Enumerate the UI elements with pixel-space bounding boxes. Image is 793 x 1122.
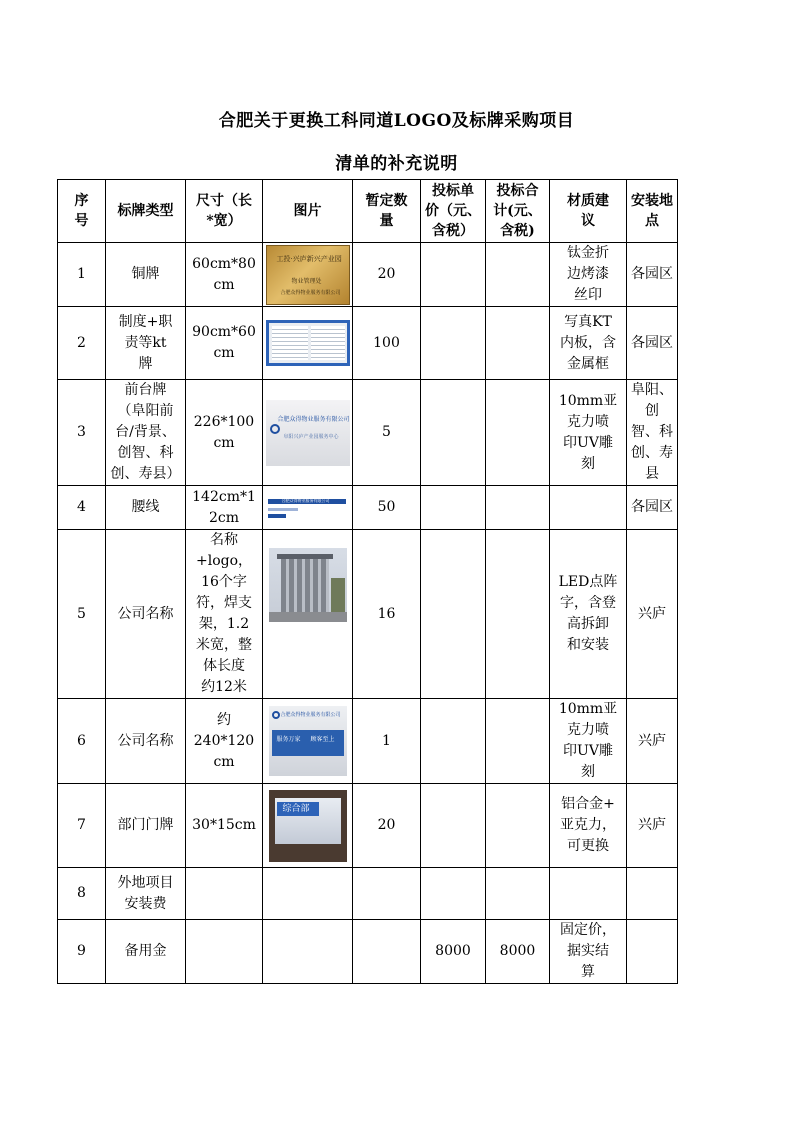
cell-location: 各园区 [627, 486, 678, 530]
header-total: 投标合 计(元、 含税) [486, 180, 550, 243]
cell-total [486, 307, 550, 380]
cell-material: 10mm亚 克力喷 印UV雕 刻 [550, 380, 627, 486]
header-no: 序 号 [58, 180, 106, 243]
header-location: 安装地 点 [627, 180, 678, 243]
cell-size [186, 920, 263, 984]
header-unit-price: 投标单 价（元、 含税） [421, 180, 486, 243]
cell-location [627, 920, 678, 984]
header-type: 标牌类型 [106, 180, 186, 243]
cell-type: 备用金 [106, 920, 186, 984]
cell-material: LED点阵 字，含登 高拆卸 和安装 [550, 530, 627, 699]
cell-unit-price [421, 699, 486, 784]
photo-text: 合肥众得物业服务有限公司 [280, 712, 341, 718]
logo-q-icon [272, 711, 280, 719]
cell-image [263, 699, 353, 784]
cell-total [486, 486, 550, 530]
cell-material: 钛金折 边烤漆 丝印 [550, 243, 627, 307]
cell-qty: 100 [353, 307, 421, 380]
header-image: 图片 [263, 180, 353, 243]
logo-q-icon [270, 424, 280, 434]
cell-type: 铜牌 [106, 243, 186, 307]
cell-size: 约 240*120 cm [186, 699, 263, 784]
cell-total [486, 243, 550, 307]
cell-no: 8 [58, 868, 106, 920]
cell-qty: 5 [353, 380, 421, 486]
cell-unit-price [421, 868, 486, 920]
building-photo [269, 548, 347, 622]
cell-material: 写真KT 内板，含 金属框 [550, 307, 627, 380]
cell-location: 兴庐 [627, 530, 678, 699]
cell-unit-price [421, 380, 486, 486]
cell-unit-price [421, 307, 486, 380]
cell-type: 前台牌 （阜阳前 台/背景、 创智、科 创、寿县） [106, 380, 186, 486]
cell-image [263, 868, 353, 920]
table-row [58, 530, 678, 699]
photo-text: 顾客至上 [310, 736, 335, 743]
cell-total [486, 868, 550, 920]
kt-board-photo [266, 320, 350, 366]
cell-unit-price: 8000 [421, 920, 486, 984]
table-row [58, 920, 678, 984]
cell-total: 8000 [486, 920, 550, 984]
photo-text: 合肥众得物业服务有限公司 [280, 289, 341, 296]
cell-type: 部门门牌 [106, 784, 186, 868]
cell-image [263, 486, 353, 530]
door-plate-photo [269, 790, 347, 862]
table-row [58, 243, 678, 307]
cell-size: 30*15cm [186, 784, 263, 868]
cell-qty: 1 [353, 699, 421, 784]
cell-size [186, 868, 263, 920]
cell-image [263, 920, 353, 984]
cell-total [486, 784, 550, 868]
cell-location: 各园区 [627, 307, 678, 380]
photo-text: 服务万家 [276, 736, 301, 743]
cell-material: 铝合金+ 亚克力， 可更换 [550, 784, 627, 868]
waistline-photo [266, 494, 350, 522]
photo-text: 综合部 [282, 803, 310, 814]
cell-total [486, 530, 550, 699]
cell-type: 外地项目 安装费 [106, 868, 186, 920]
copper-plaque-photo [266, 245, 350, 305]
cell-size: 名称 +logo， 16个字 符，焊支 架，1.2 米宽，整 体长度 约12米 [186, 530, 263, 699]
cell-material: 固定价， 据实结 算 [550, 920, 627, 984]
table-row [58, 868, 678, 920]
reception-sign-photo [266, 400, 350, 466]
cell-no: 7 [58, 784, 106, 868]
cell-no: 4 [58, 486, 106, 530]
cell-image [263, 380, 353, 486]
cell-qty: 20 [353, 243, 421, 307]
header-size: 尺寸（长 *宽） [186, 180, 263, 243]
photo-text: 合肥众得物业服务有限公司 [281, 497, 330, 503]
photo-text: 物业管理处 [291, 277, 322, 285]
header-material: 材质建 议 [550, 180, 627, 243]
cell-no: 5 [58, 530, 106, 699]
cell-unit-price [421, 486, 486, 530]
cell-qty [353, 920, 421, 984]
cell-total [486, 699, 550, 784]
cell-image [263, 307, 353, 380]
cell-total [486, 380, 550, 486]
cell-size: 90cm*60 cm [186, 307, 263, 380]
table-row [58, 307, 678, 380]
cell-image [263, 530, 353, 699]
cell-location: 兴庐 [627, 699, 678, 784]
cell-material: 10mm亚 克力喷 印UV雕 刻 [550, 699, 627, 784]
cell-image [263, 243, 353, 307]
cell-size: 226*100 cm [186, 380, 263, 486]
table-row [58, 784, 678, 868]
cell-material [550, 868, 627, 920]
page-subtitle: 清单的补充说明 [335, 154, 458, 174]
cell-no: 1 [58, 243, 106, 307]
cell-type: 公司名称 [106, 699, 186, 784]
cell-type: 公司名称 [106, 530, 186, 699]
cell-location [627, 868, 678, 920]
cell-qty: 20 [353, 784, 421, 868]
cell-qty [353, 868, 421, 920]
cell-no: 3 [58, 380, 106, 486]
photo-text: 合肥众得物业服务有限公司 [277, 415, 350, 423]
header-row [58, 180, 678, 243]
cell-no: 2 [58, 307, 106, 380]
cell-material [550, 486, 627, 530]
cell-no: 9 [58, 920, 106, 984]
cell-image [263, 784, 353, 868]
cell-size: 60cm*80 cm [186, 243, 263, 307]
header-qty: 暂定数 量 [353, 180, 421, 243]
cell-location: 阜阳、创 智、科 创、寿县 [627, 380, 678, 486]
cell-type: 制度+职 责等kt 牌 [106, 307, 186, 380]
cell-qty: 50 [353, 486, 421, 530]
photo-text: 工投·兴庐新兴产业园 [276, 254, 342, 263]
cell-unit-price [421, 530, 486, 699]
cell-no: 6 [58, 699, 106, 784]
table-row [58, 486, 678, 530]
company-wall-photo [269, 706, 347, 776]
table-row [58, 380, 678, 486]
page-title: 合肥关于更换工科同道LOGO及标牌采购项目 [218, 111, 575, 131]
cell-size: 142cm*1 2cm [186, 486, 263, 530]
cell-location: 兴庐 [627, 784, 678, 868]
cell-qty: 16 [353, 530, 421, 699]
cell-location: 各园区 [627, 243, 678, 307]
supplement-table [57, 179, 678, 984]
cell-unit-price [421, 784, 486, 868]
cell-unit-price [421, 243, 486, 307]
cell-type: 腰线 [106, 486, 186, 530]
photo-text: 阜阳兴庐产业园服务中心 [283, 433, 339, 440]
table-row [58, 699, 678, 784]
